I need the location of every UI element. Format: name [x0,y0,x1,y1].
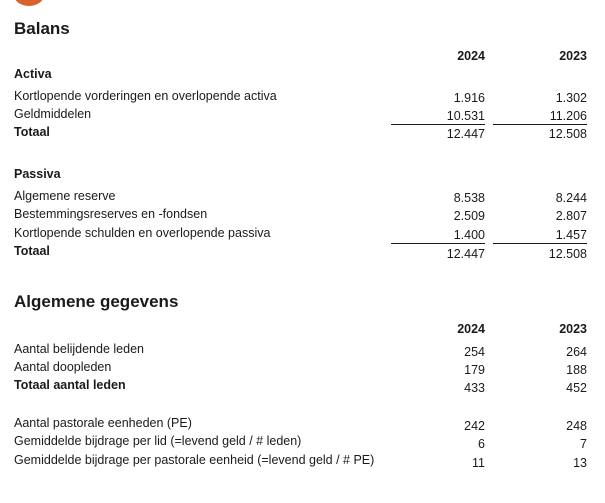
overig-row-label: Gemiddelde bijdrage per lid (=levend geld / # leden) [14,434,302,448]
activa-heading: Activa [14,67,52,81]
passiva-row-label: Bestemmingsreserves en -fondsen [14,207,208,221]
passiva-total-label: Totaal [14,244,50,258]
passiva-row-2023: 1.457 [555,228,587,242]
overig-row-2023: 7 [580,437,587,451]
leden-row-label: Aantal belijdende leden [14,342,144,356]
passiva-total-rule [493,243,587,244]
activa-row-2024: 1.916 [453,91,485,105]
leden-row-2024: 254 [464,345,485,359]
passiva-total-2024: 12.447 [446,247,485,261]
passiva-row-2023: 2.807 [555,209,587,223]
passiva-row-2024: 1.400 [453,228,485,242]
passiva-row-2024: 2.509 [453,209,485,223]
algemeen-year-2024: 2024 [457,322,485,336]
passiva-total-rule [391,243,485,244]
overig-row-2023: 248 [566,419,587,433]
passiva-row-2023: 8.244 [555,191,587,205]
activa-row-2024: 10.531 [446,109,485,123]
leden-row-2024: 179 [464,363,485,377]
activa-total-rule [493,124,587,125]
activa-row-2023: 11.206 [549,109,587,123]
leden-total-label: Totaal aantal leden [14,378,126,392]
overig-row-2023: 13 [573,456,587,470]
activa-row-label: Geldmiddelen [14,107,92,121]
leden-row-label: Aantal doopleden [14,360,112,374]
overig-row-2024: 11 [472,456,485,470]
leden-total-2023: 452 [566,381,587,395]
activa-total-rule [391,124,485,125]
activa-total-2024: 12.447 [446,127,485,141]
overig-row-label: Aantal pastorale eenheden (PE) [14,416,192,430]
activa-row-label: Kortlopende vorderingen en overlopende activa [14,89,277,103]
passiva-row-2024: 8.538 [453,191,485,205]
activa-total-2023: 12.508 [548,127,587,141]
passiva-row-label: Kortlopende schulden en overlopende passiva [14,226,271,240]
activa-total-label: Totaal [14,125,50,139]
algemeen-year-2023: 2023 [559,322,587,336]
overig-row-2024: 6 [478,437,485,451]
overig-row-2024: 242 [464,419,485,433]
passiva-total-2023: 12.508 [548,247,587,261]
passiva-heading: Passiva [14,167,61,181]
balans-title: Balans [14,19,70,38]
leden-total-2024: 433 [464,381,485,395]
logo [14,0,44,6]
passiva-row-label: Algemene reserve [14,189,116,203]
activa-row-2023: 1.302 [555,91,587,105]
balans-year-2024: 2024 [457,49,485,63]
balans-year-2023: 2023 [559,49,587,63]
algemeen-title: Algemene gegevens [14,292,179,311]
leden-row-2023: 188 [566,363,587,377]
overig-row-label: Gemiddelde bijdrage per pastorale eenheid (=levend geld / # PE) [14,453,375,467]
leden-row-2023: 264 [566,345,587,359]
